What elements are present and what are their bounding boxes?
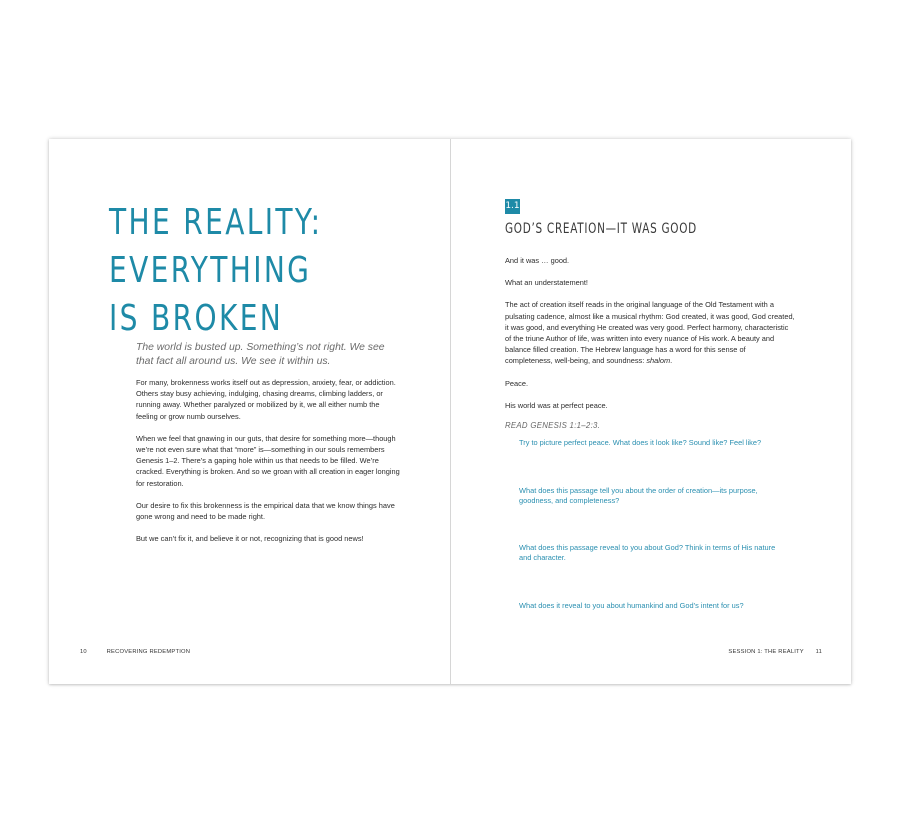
body-paragraph: His world was at perfect peace.	[505, 400, 608, 410]
body-paragraph: For many, brokenness works itself out as depression, anxiety, fear, or addiction. Others stay busy achieving, indulging, chasing dreams, climbing ladders, or running away. Whether paralyzed or mobilized by it, we all either numb the feeling or grow numb ourselves.	[136, 378, 396, 421]
body-paragraph: But we can’t fix it, and believe it or not, recognizing that is good news!	[136, 534, 364, 544]
right-page	[451, 139, 851, 684]
discussion-question: Try to picture perfect peace. What does it look like? Sound like? Feel like?	[519, 438, 762, 447]
running-head: SESSION 1: THE REALITY	[728, 649, 804, 655]
section-number-badge: 1.1	[505, 199, 520, 214]
body-paragraph: Our desire to fix this brokenness is the empirical data that we know things have gone wrong and need to be made right.	[136, 500, 395, 522]
body-text: The act of creation itself reads in the original language of the Old Testament with a pulsating cadence, almost like a musical rhythm: God created, it was good, God created, it was good, and everything He created was very good. Perfect harmony, characteristic of the triune Author of life, was written into every nuance of His work. A beauty and balance filled creation. The Hebrew language has a word for this sense of completeness, well-being, and soundness:	[505, 300, 795, 366]
page-number: 11	[815, 649, 822, 655]
lead-paragraph: The world is busted up. Something’s not right. We see that fact all around us. We see it within us.	[136, 342, 385, 367]
left-body-text	[136, 377, 402, 555]
chapter-title-line-1: THE REALITY:	[109, 202, 323, 243]
discussion-question: What does this passage tell you about the order of creation—its purpose, goodness, and completeness?	[519, 486, 758, 506]
body-paragraph: What an understatement!	[505, 278, 588, 288]
scripture-reference: READ GENESIS 1:1–2:3.	[505, 421, 601, 430]
emphasized-word: shalom	[646, 356, 671, 366]
chapter-title	[109, 199, 322, 343]
body-paragraph: The act of creation itself reads in the original language of the Old Testament with a pulsating cadence, almost like a musical rhythm: God created, it was good, God created, it was good, and everything He created was very good. Perfect harmony, characteristic of the triune Author of life, was written into every nuance of His work. A beauty and balance filled creation. The Hebrew language has a word for this sense of completeness, well-being, and soundness: shalom.	[505, 300, 795, 366]
running-head: RECOVERING REDEMPTION	[106, 649, 191, 655]
right-page-footer	[728, 649, 822, 655]
chapter-title-line-2: EVERYTHING	[109, 250, 312, 291]
left-page-footer	[80, 649, 190, 655]
discussion-question: What does it reveal to you about humankind and God’s intent for us?	[519, 601, 744, 610]
body-paragraph: And it was … good.	[505, 256, 570, 265]
body-paragraph: Peace.	[505, 378, 529, 388]
section-title: GOD’S CREATION—IT WAS GOOD	[505, 221, 697, 237]
chapter-title-line-3: IS BROKEN	[109, 298, 284, 339]
body-paragraph: When we feel that gnawing in our guts, that desire for something more—though we’re not even sure what that “more” is—something in our souls remembers Genesis 1–2. There’s a gaping hole within us that needs to be filled. We’re cracked. Everything is broken. And so we groan with all creation in eager longing for restoration.	[136, 433, 400, 488]
page-number: 10	[80, 649, 87, 655]
right-body-text	[505, 255, 795, 422]
book-spread	[49, 139, 851, 684]
left-page	[49, 139, 450, 684]
discussion-question: What does this passage reveal to you about God? Think in terms of His nature and character.	[519, 543, 776, 563]
